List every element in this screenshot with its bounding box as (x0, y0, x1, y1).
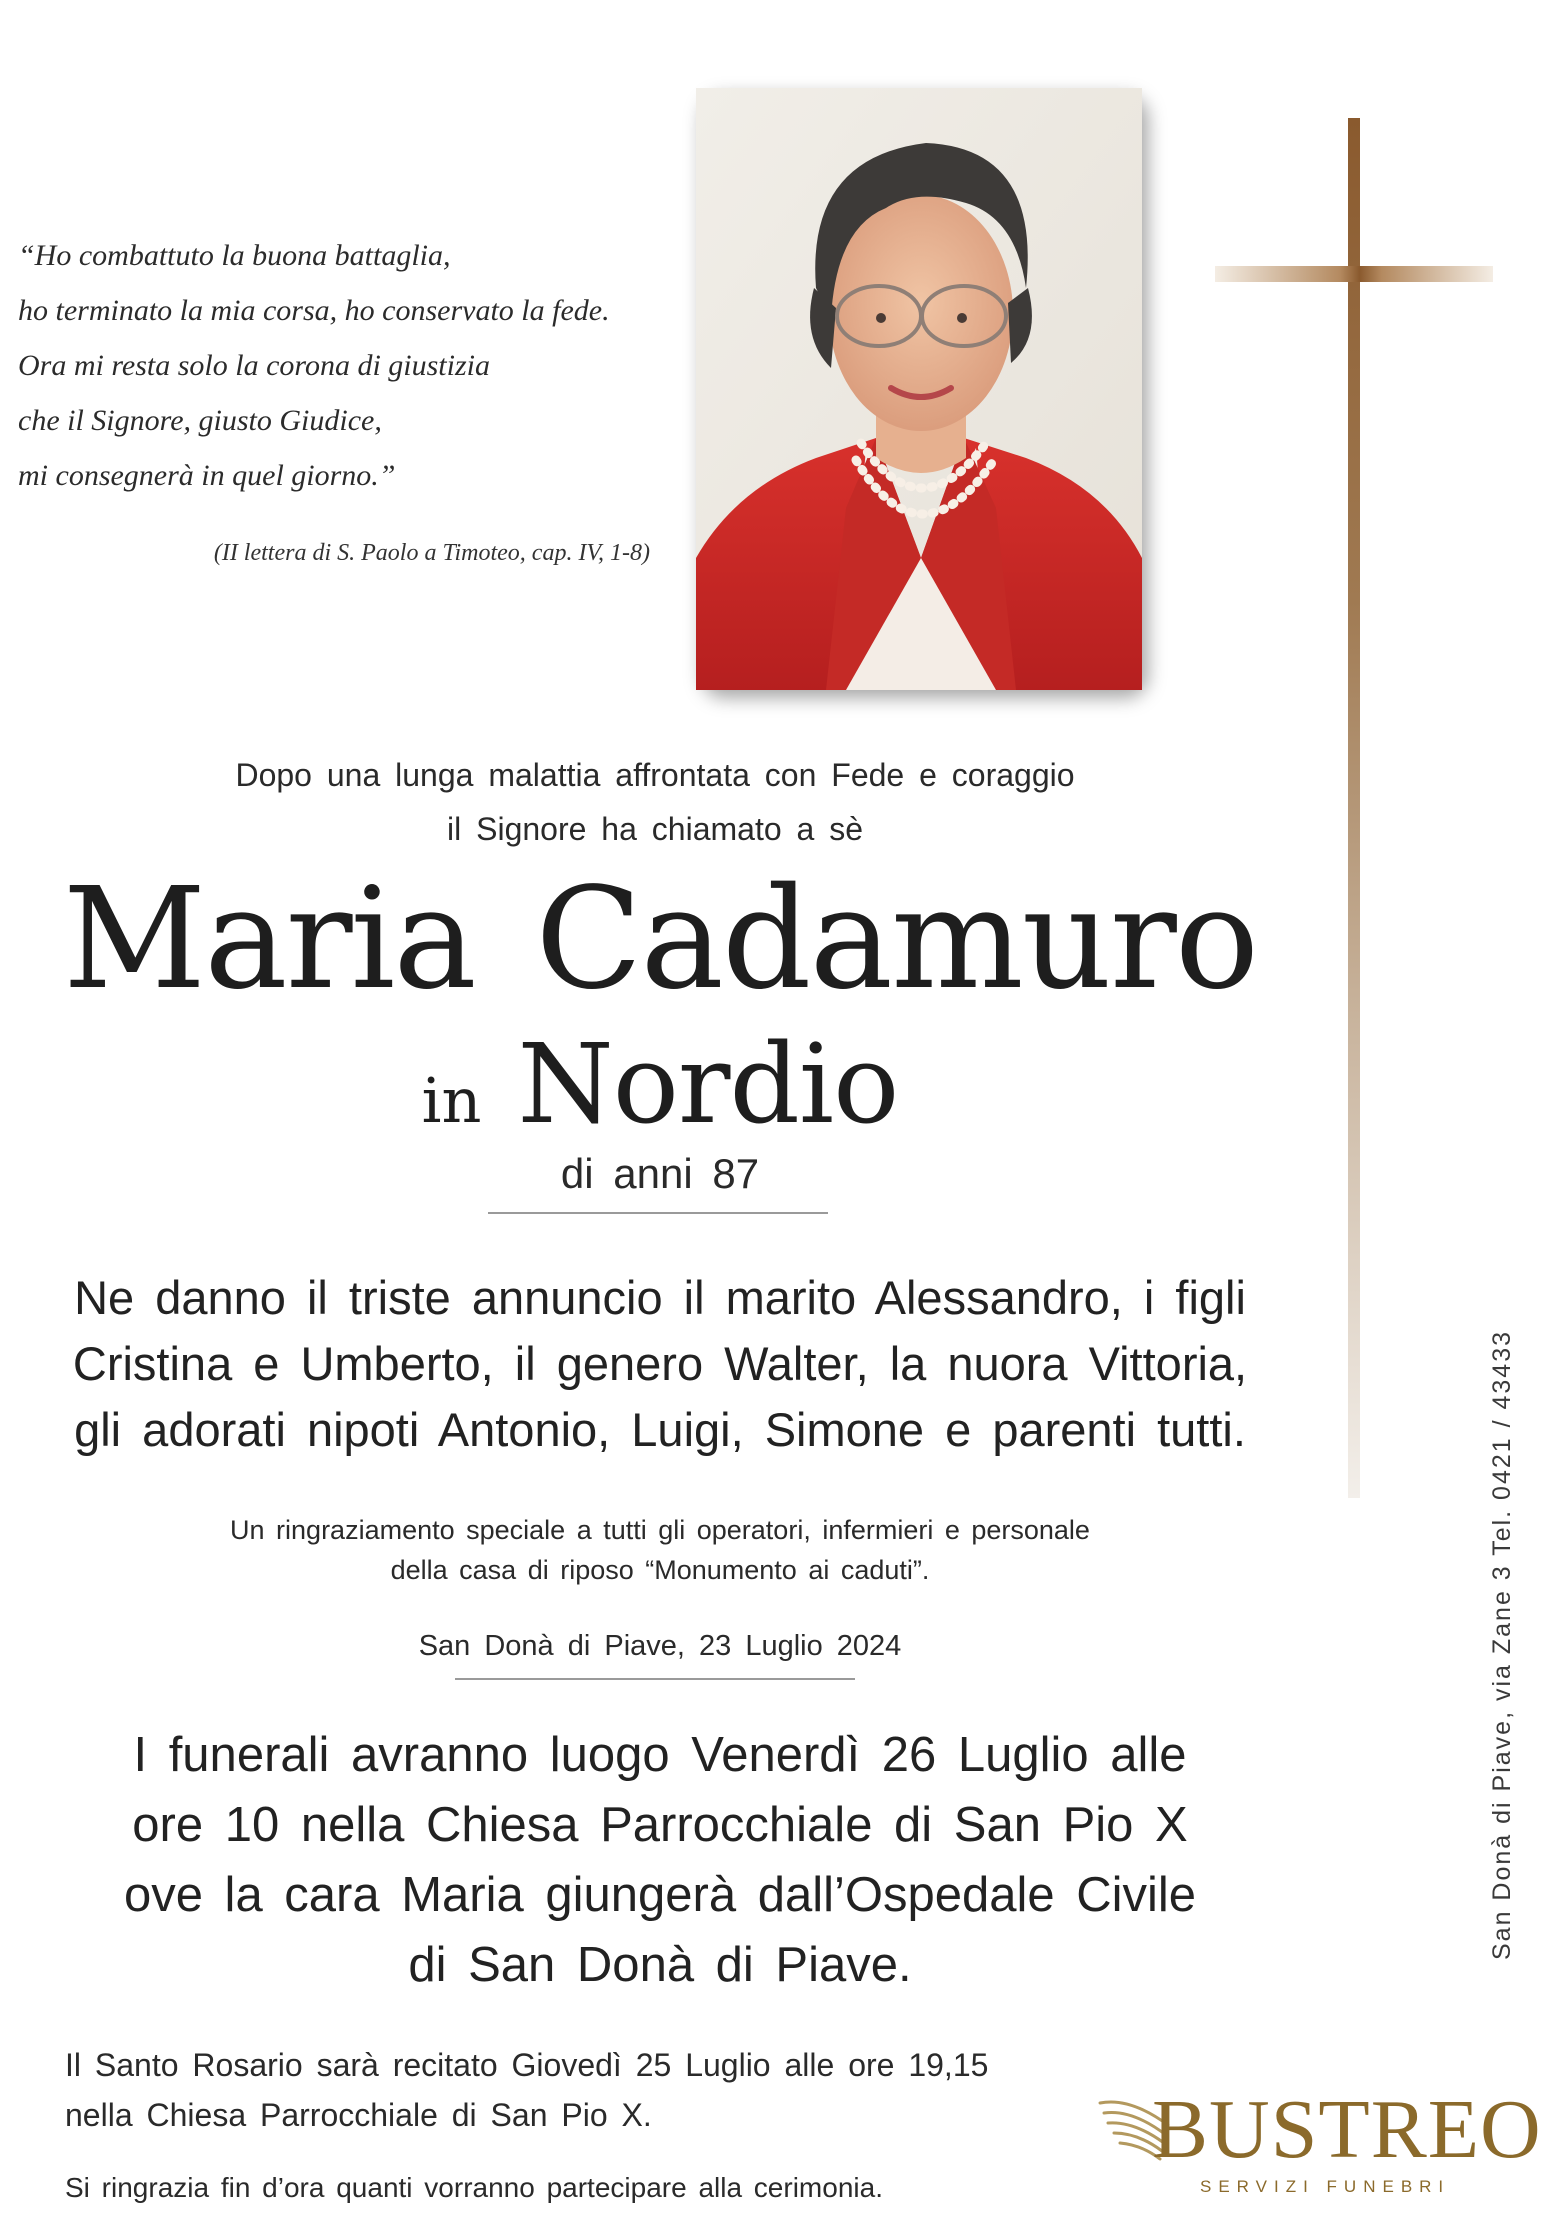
staff-thanks-line: della casa di riposo “Monumento ai caduti”. (390, 1555, 930, 1585)
quote-line: che il Signore, giusto Giudice, (18, 404, 382, 437)
announcement-line: Cristina e Umberto, il genero Walter, la nuora Vittoria, (72, 1337, 1248, 1390)
announcement-line: gli adorati nipoti Antonio, Luigi, Simone e parenti tutti. (74, 1403, 1246, 1456)
quote-line: mi consegnerà in quel giorno.” (18, 459, 396, 492)
funeral-line: ove la cara Maria giungerà dall’Ospedale Civile (123, 1868, 1197, 1922)
funeral-line: ore 10 nella Chiesa Parrocchiale di San Pio X (132, 1798, 1188, 1852)
staff-thanks (100, 1510, 1220, 1590)
staff-thanks-line: Un ringraziamento speciale a tutti gli operatori, infermieri e personale (230, 1515, 1090, 1545)
quote-citation: (II lettera di S. Paolo a Timoteo, cap. IV, 1-8) (213, 540, 650, 566)
side-contact-info: San Donà di Piave, via Zane 3 Tel. 0421 / 43433 (1488, 1329, 1516, 1960)
married-name: Nordio (517, 1020, 899, 1148)
logo-tagline: SERVIZI FUNEBRI (1200, 2177, 1451, 2196)
quote-line: “Ho combattuto la buona battaglia, (18, 239, 451, 272)
quote-line: ho terminato la mia corsa, ho conservato la fede. (18, 294, 610, 327)
announcement-line: Ne danno il triste annuncio il marito Alessandro, i figli (74, 1271, 1246, 1324)
divider (488, 1212, 828, 1214)
funeral-info (40, 1720, 1280, 2000)
funeral-line: I funerali avranno luogo Venerdì 26 Luglio alle (133, 1728, 1187, 1782)
portrait-photo (696, 88, 1142, 690)
deceased-name: Maria Cadamuro (62, 858, 1258, 1021)
age-text: di anni 87 (560, 1150, 760, 1197)
cross-vertical-bar (1348, 118, 1360, 1498)
bible-quote (18, 228, 678, 503)
married-name-line (60, 1020, 1260, 1148)
announcement (20, 1265, 1300, 1463)
quote-line: Ora mi resta solo la corona di giustizia (18, 349, 490, 382)
intro-line: Dopo una lunga malattia affrontata con Fede e coraggio (235, 757, 1075, 793)
rosary-line: Il Santo Rosario sarà recitato Giovedì 25 Luglio alle ore 19,15 (65, 2047, 989, 2083)
place-date: San Donà di Piave, 23 Luglio 2024 (418, 1630, 902, 1662)
intro-text (80, 748, 1230, 856)
intro-line: il Signore ha chiamato a sè (447, 811, 863, 847)
in-word: in (421, 1064, 482, 1137)
closing-thanks: Si ringrazia fin d’ora quanti vorranno partecipare alla cerimonia. (65, 2172, 883, 2203)
logo-name: BUSTREO (1152, 2083, 1542, 2176)
funeral-line: di San Donà di Piave. (408, 1938, 912, 1992)
bustreo-logo (1090, 2083, 1542, 2205)
rosary-info (65, 2040, 1165, 2140)
rosary-line: nella Chiesa Parrocchiale di San Pio X. (65, 2097, 652, 2133)
cross-horizontal-bar (1215, 266, 1493, 282)
divider (455, 1678, 855, 1680)
